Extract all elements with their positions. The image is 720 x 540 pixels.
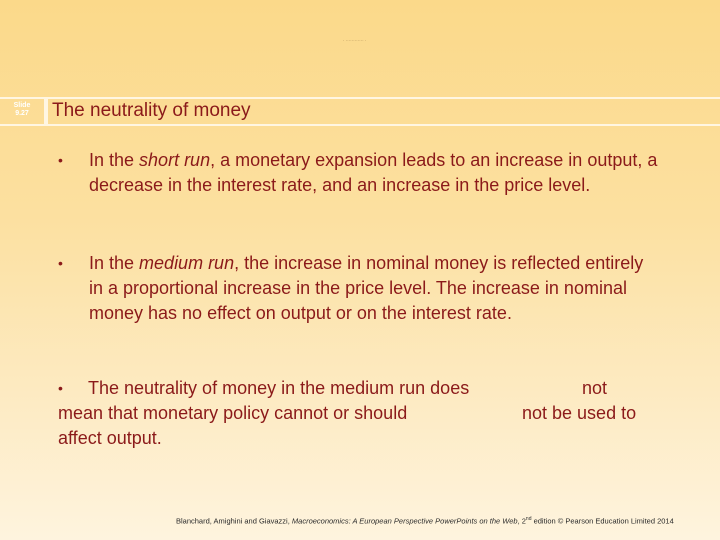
footer-citation xyxy=(176,516,674,526)
bullet-icon: • xyxy=(58,152,63,168)
footer-edition-pre: , 2 xyxy=(517,516,526,526)
slide-label-text: Slide xyxy=(13,102,31,109)
bullet-line-2-end: not be used to xyxy=(522,403,637,423)
bullet-line-2: mean that monetary policy cannot or should xyxy=(58,403,408,423)
slide-title: The neutrality of money xyxy=(52,100,251,121)
footer-edition-post: edition © Pearson Education Limited 2014 xyxy=(531,516,674,526)
footer-edition-sup: nd xyxy=(525,516,532,522)
bullet-icon: • xyxy=(58,255,63,271)
footer-authors: Blanchard, Amighini and Giavazzi, xyxy=(176,516,292,526)
title-band-top-line xyxy=(0,97,720,99)
title-divider xyxy=(44,99,48,124)
bullet-text-post: , the increase in nominal money is reflected entirely in a proportional increase in the price level. The increase in nominal money has no effect on output or on the interest rate. xyxy=(89,253,644,323)
footer-book-title: Macroeconomics: A European Perspective PowerPoints on the Web xyxy=(291,516,518,526)
bullet-text xyxy=(89,251,658,326)
bullet-line-1-end: not xyxy=(582,378,608,398)
bullet-text xyxy=(89,148,658,198)
bullet-icon: • xyxy=(58,380,63,396)
bullet-line-3: affect output. xyxy=(58,428,162,448)
bullet-item-short-run xyxy=(58,148,658,198)
slide-number-label xyxy=(6,102,38,118)
bullet-text-post: , a monetary expansion leads to an increase in output, a decrease in the interest rate, and an increase in the price level. xyxy=(89,150,658,195)
bullet-text-pre: In the xyxy=(89,253,140,273)
slide-number: 9.27 xyxy=(15,110,29,117)
bullet-text-pre: In the xyxy=(89,150,140,170)
bullet-line-1: The neutrality of money in the medium run does xyxy=(88,378,470,398)
title-band-bottom-line xyxy=(0,124,720,126)
bullet-text-emphasis: short run xyxy=(139,150,211,170)
bullet-text-emphasis: medium run xyxy=(139,253,235,273)
bullet-item-medium-run xyxy=(58,251,658,326)
header-mark: - ------------ - xyxy=(343,38,367,42)
